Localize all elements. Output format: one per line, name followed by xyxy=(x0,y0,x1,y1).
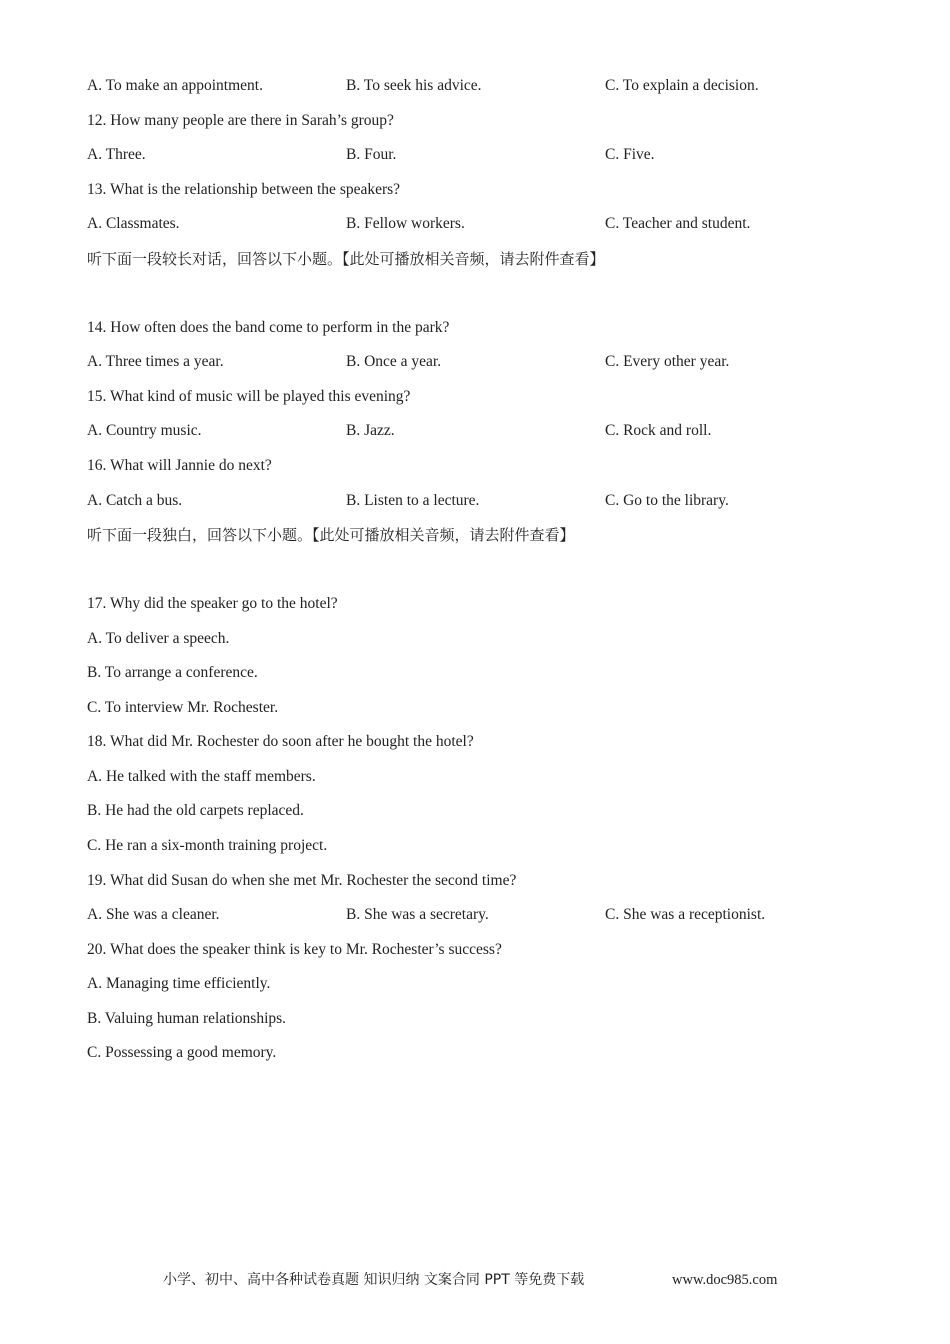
q15-question: 15. What kind of music will be played this evening? xyxy=(87,388,411,405)
footer-url-link[interactable]: www.doc985.com xyxy=(672,1272,778,1288)
q13-option-b: B. Fellow workers. xyxy=(346,215,465,232)
q11-option-c: C. To explain a decision. xyxy=(605,77,759,94)
q16-option-b: B. Listen to a lecture. xyxy=(346,492,480,509)
q12-options xyxy=(87,145,887,165)
q15-option-b: B. Jazz. xyxy=(346,422,395,439)
q12-option-b: B. Four. xyxy=(346,146,397,163)
q17-option-b: B. To arrange a conference. xyxy=(87,664,258,681)
q14-question: 14. How often does the band come to perform in the park? xyxy=(87,319,450,336)
q11-option-b: B. To seek his advice. xyxy=(346,77,482,94)
q15-option-a: A. Country music. xyxy=(87,422,202,439)
q14-option-b: B. Once a year. xyxy=(346,353,442,370)
q18-option-b: B. He had the old carpets replaced. xyxy=(87,802,304,819)
q19-options xyxy=(87,905,887,925)
q20-question: 20. What does the speaker think is key to Mr. Rochester’s success? xyxy=(87,941,502,958)
q12-option-a: A. Three. xyxy=(87,146,146,163)
q14-options xyxy=(87,352,887,372)
q14-option-a: A. Three times a year. xyxy=(87,353,224,370)
q17-option-c: C. To interview Mr. Rochester. xyxy=(87,699,279,716)
q20-option-b: B. Valuing human relationships. xyxy=(87,1010,287,1027)
q16-options xyxy=(87,491,887,511)
q20-option-a: A. Managing time efficiently. xyxy=(87,975,271,992)
q11-options xyxy=(87,76,887,96)
page-footer xyxy=(0,1270,950,1290)
q14-option-c: C. Every other year. xyxy=(605,353,730,370)
instruction-long-dialogue: 听下面一段较长对话，回答以下小题。【此处可播放相关音频，请去附件查看】 xyxy=(87,250,605,268)
footer-text: 小学、初中、高中各种试卷真题 知识归纳 文案合同 PPT 等免费下载 xyxy=(163,1272,585,1288)
q19-option-a: A. She was a cleaner. xyxy=(87,906,220,923)
q15-option-c: C. Rock and roll. xyxy=(605,422,712,439)
q17-option-a: A. To deliver a speech. xyxy=(87,630,230,647)
q16-option-a: A. Catch a bus. xyxy=(87,492,183,509)
q13-option-c: C. Teacher and student. xyxy=(605,215,751,232)
q19-question: 19. What did Susan do when she met Mr. Rochester the second time? xyxy=(87,872,517,889)
q19-option-c: C. She was a receptionist. xyxy=(605,906,766,923)
q13-options xyxy=(87,214,887,234)
q16-question: 16. What will Jannie do next? xyxy=(87,457,272,474)
instruction-monologue: 听下面一段独白，回答以下小题。【此处可播放相关音频，请去附件查看】 xyxy=(87,526,575,544)
q19-option-b: B. She was a secretary. xyxy=(346,906,489,923)
q17-question: 17. Why did the speaker go to the hotel? xyxy=(87,595,338,612)
q13-question: 13. What is the relationship between the speakers? xyxy=(87,181,401,198)
q16-option-c: C. Go to the library. xyxy=(605,492,729,509)
q12-question: 12. How many people are there in Sarah’s group? xyxy=(87,112,394,129)
q18-question: 18. What did Mr. Rochester do soon after he bought the hotel? xyxy=(87,733,474,750)
q18-option-c: C. He ran a six-month training project. xyxy=(87,837,328,854)
q18-option-a: A. He talked with the staff members. xyxy=(87,768,316,785)
q15-options xyxy=(87,421,887,441)
q11-option-a: A. To make an appointment. xyxy=(87,77,263,94)
q12-option-c: C. Five. xyxy=(605,146,655,163)
q13-option-a: A. Classmates. xyxy=(87,215,180,232)
q20-option-c: C. Possessing a good memory. xyxy=(87,1044,277,1061)
